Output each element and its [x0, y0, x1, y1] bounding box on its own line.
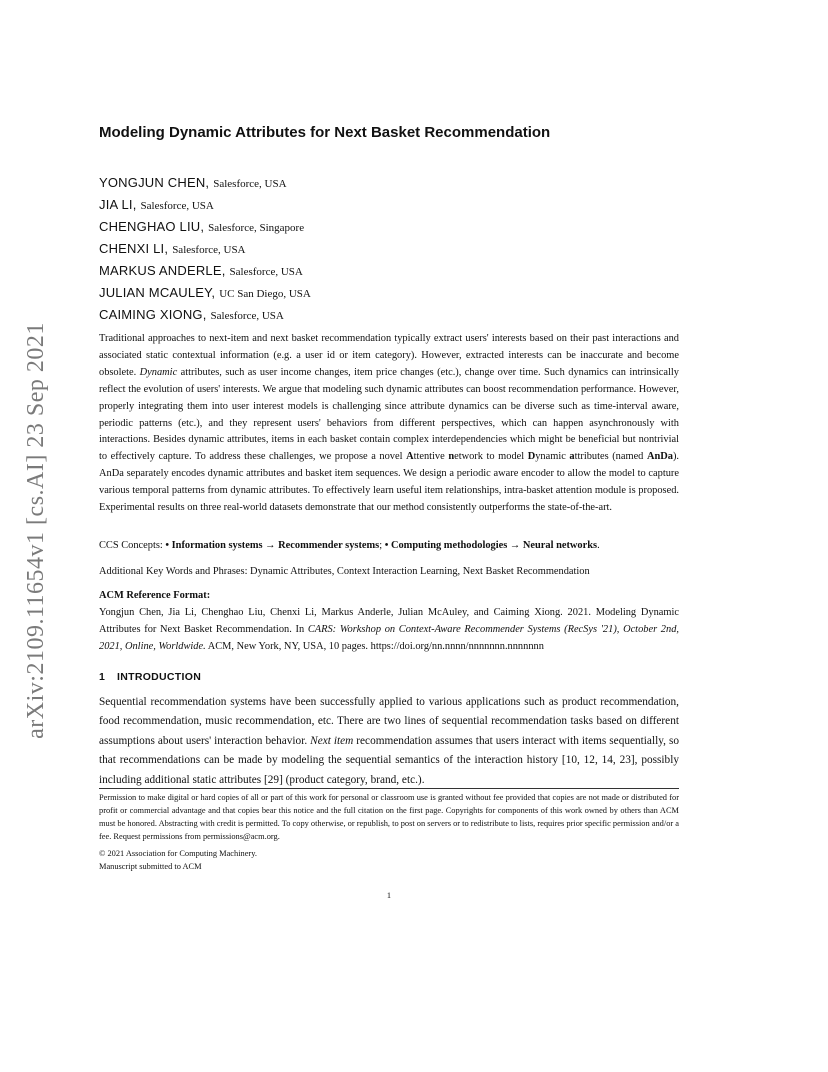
author-entry [99, 282, 311, 304]
author-entry [99, 260, 311, 282]
ccs-concept: • Computing methodologies → Neural networks [384, 540, 598, 551]
acm-reference-part: Yongjun Chen, Jia Li, Chenghao Liu, Chenxi Li, Markus Anderle, Julian McAuley, and Caiming Xiong. 2021. Modeling Dynamic Attributes for Next Basket Recommendation. In [99, 607, 679, 635]
model-name: AnDa [646, 451, 673, 463]
author-affiliation: Salesforce, Singapore [208, 222, 305, 234]
acm-reference-text [99, 605, 679, 656]
intro-emphasis: Next item [310, 734, 354, 747]
author-affiliation: Salesforce, USA [213, 178, 287, 190]
ccs-end: . [597, 540, 600, 551]
abstract-emphasis: Dynamic [139, 366, 178, 378]
ccs-separator: ; [379, 540, 385, 551]
abstract-text: ynamic [535, 451, 570, 463]
author-entry [99, 194, 311, 216]
ccs-concept: • Information systems → Recommender systems [165, 540, 380, 551]
manuscript-line: Manuscript submitted to ACM [99, 862, 202, 871]
abstract-text: ttributes (named [574, 451, 647, 463]
acronym-letter: A [406, 451, 414, 463]
arxiv-identifier-stamp [6, 300, 66, 760]
acm-reference-venue: CARS: Workshop on Context-Aware Recommender Systems (RecSys '21), October 2nd, 2021, Online, Worldwide. [99, 623, 679, 652]
author-affiliation: Salesforce, USA [229, 266, 303, 278]
author-affiliation: Salesforce, USA [140, 200, 214, 212]
author-entry [99, 238, 311, 260]
author-name: JULIAN MCAULEY, [99, 285, 216, 300]
section-title: INTRODUCTION [117, 671, 202, 683]
ccs-concepts [99, 540, 699, 551]
paper-title: Modeling Dynamic Attributes for Next Basket Recommendation [99, 124, 551, 141]
arxiv-identifier-text: arXiv:2109.11654v1 [cs.AI] 23 Sep 2021 [22, 321, 49, 739]
author-name: YONGJUN CHEN, [99, 175, 210, 190]
abstract-text: attributes, such as user income changes, item price changes (etc.), change over time. Such dynamics can intrinsically reflect the evolution of users' interests. We argue that modeling such dynamic attributes can boost recommendation performance. However, properly integrating them into user interest models is challenging since attribute dynamics can be diverse such as time-interval aware, periodic patterns (etc.), and they represent users' behaviors from different perspectives, which can happen asynchronously with interactions. Besides dynamic attributes, items in each basket contain complex interdependencies which might be beneficial but nontrivial to effectively capture. To address these challenges, we propose a novel [99, 366, 679, 463]
acronym-letter: D [527, 451, 536, 463]
author-name: CHENXI LI, [99, 241, 169, 256]
abstract-text: ttentive [413, 451, 449, 463]
acm-reference-heading: ACM Reference Format: [99, 590, 211, 601]
author-name: MARKUS ANDERLE, [99, 263, 226, 278]
abstract-text: Traditional approaches to next-item and next basket recommendation typically extract users' interests based on their past interactions and associated static contextual information (e.g. a user id or item category). However, extracted interests can be inaccurate and become obsolete. [99, 333, 679, 378]
intro-text: recommendation assumes that users interact with items sequentially, so that recommendations can be made by modeling the sequential semantics of the interaction history [10, 12, 14, 23], possibly including additional static attributes [29] (product category, brand, etc.). [99, 734, 679, 786]
author-name: JIA LI, [99, 197, 137, 212]
copyright-line: © 2021 Association for Computing Machinery. [99, 849, 257, 858]
abstract-paragraph [99, 331, 679, 517]
ccs-label: CCS Concepts: [99, 540, 166, 551]
page-number: 1 [386, 891, 392, 900]
introduction-paragraph [99, 693, 679, 790]
permission-footnote: Permission to make digital or hard copies of all or part of this work for personal or classroom use is granted without fee provided that copies are not made or distributed for profit or commercial advantage and that copies bear this notice and the full citation on the first page. Copyrights for components of this work owned by others than ACM must be honored. Abstracting with credit is permitted. To copy otherwise, or republish, to post on servers or to redistribute to lists, requires prior specific permission and/or a fee. Request permissions from permissions@acm.org. [99, 793, 679, 841]
author-affiliation: UC San Diego, USA [219, 288, 311, 300]
author-entry [99, 216, 311, 238]
author-entry [99, 304, 311, 326]
acronym-letter: a [569, 451, 575, 463]
intro-text: Sequential recommendation systems have been successfully applied to various applications such as product recommendation, food recommendation, music recommendation, etc. There are two lines of sequential recommendation tasks based on different assumptions about users' interaction behavior. [99, 696, 679, 747]
author-name: CAIMING XIONG, [99, 307, 207, 322]
author-affiliation: Salesforce, USA [172, 244, 246, 256]
abstract-text: ). AnDa separately encodes dynamic attributes and basket item sequences. We design a periodic aware encoder to allow the model to capture various temporal patterns from dynamic attributes. To effectively learn useful item relationships, intra-basket attention module is proposed. Experimental results on three real-world datasets demonstrate that our method consistently outperforms the state-of-the-art. [99, 451, 679, 514]
author-name: CHENGHAO LIU, [99, 219, 205, 234]
acm-reference-part: ACM, New York, NY, USA, 10 pages. https://doi.org/nn.nnnn/nnnnnnn.nnnnnnn [205, 640, 544, 652]
author-list [99, 172, 311, 326]
keywords: Additional Key Words and Phrases: Dynamic Attributes, Context Interaction Learning, Next Basket Recommendation [99, 566, 590, 577]
author-entry [99, 172, 311, 194]
section-number: 1 [99, 671, 106, 683]
abstract-text: etwork to model [454, 451, 528, 463]
author-affiliation: Salesforce, USA [210, 310, 284, 322]
acronym-letter: n [448, 451, 455, 463]
section-heading [99, 671, 201, 683]
footnote-rule [99, 788, 679, 789]
